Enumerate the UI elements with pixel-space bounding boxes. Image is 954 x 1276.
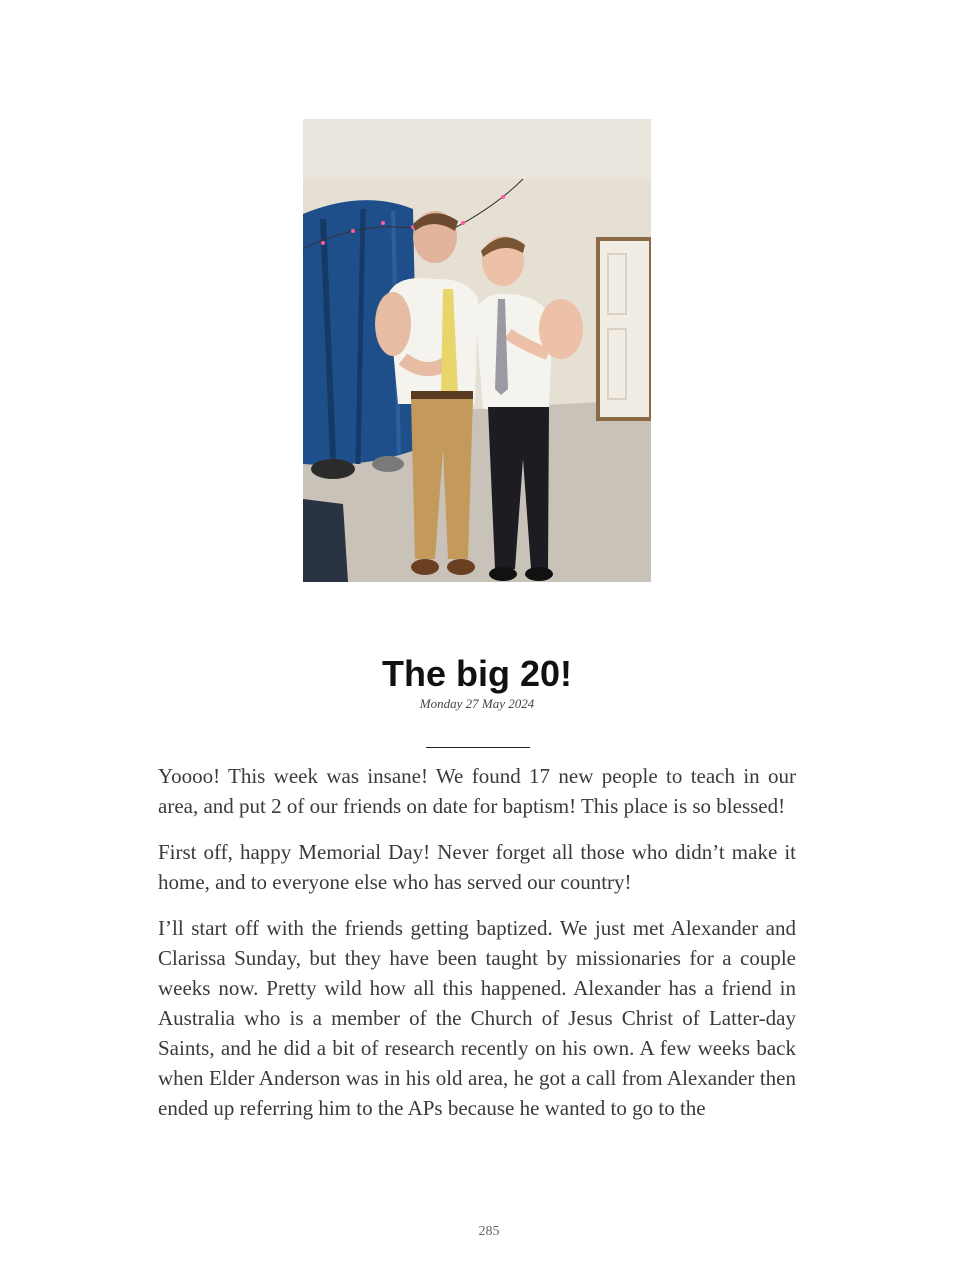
post-body xyxy=(158,761,796,1139)
body-paragraph: I’ll start off with the friends getting baptized. We just met Alexander and Clarissa Sunday, but they have been taught by missionaries for a couple weeks now. Pretty wild how all this happened. Alexander has a friend in Australia who is a member of the Church of Jesus Christ of Latter-day Saints, and he did a bit of research recently on his own. A few weeks back when Elder Anderson was in his old area, he got a call from Alexander then ended up referring him to the APs because he wanted to go to the xyxy=(158,916,796,1120)
title-divider xyxy=(426,747,530,748)
body-paragraph: Yoooo! This week was insane! We found 17 new people to teach in our area, and put 2 of our friends on date for baptism! This place is so blessed! xyxy=(158,764,796,818)
post-title: The big 20! xyxy=(381,653,573,694)
body-paragraph: First off, happy Memorial Day! Never forget all those who didn’t make it home, and to everyone else who has served our country! xyxy=(158,840,796,894)
page-number: 285 xyxy=(478,1224,500,1239)
photo-two-missionaries xyxy=(303,119,651,582)
post-date: Monday 27 May 2024 xyxy=(419,696,535,711)
